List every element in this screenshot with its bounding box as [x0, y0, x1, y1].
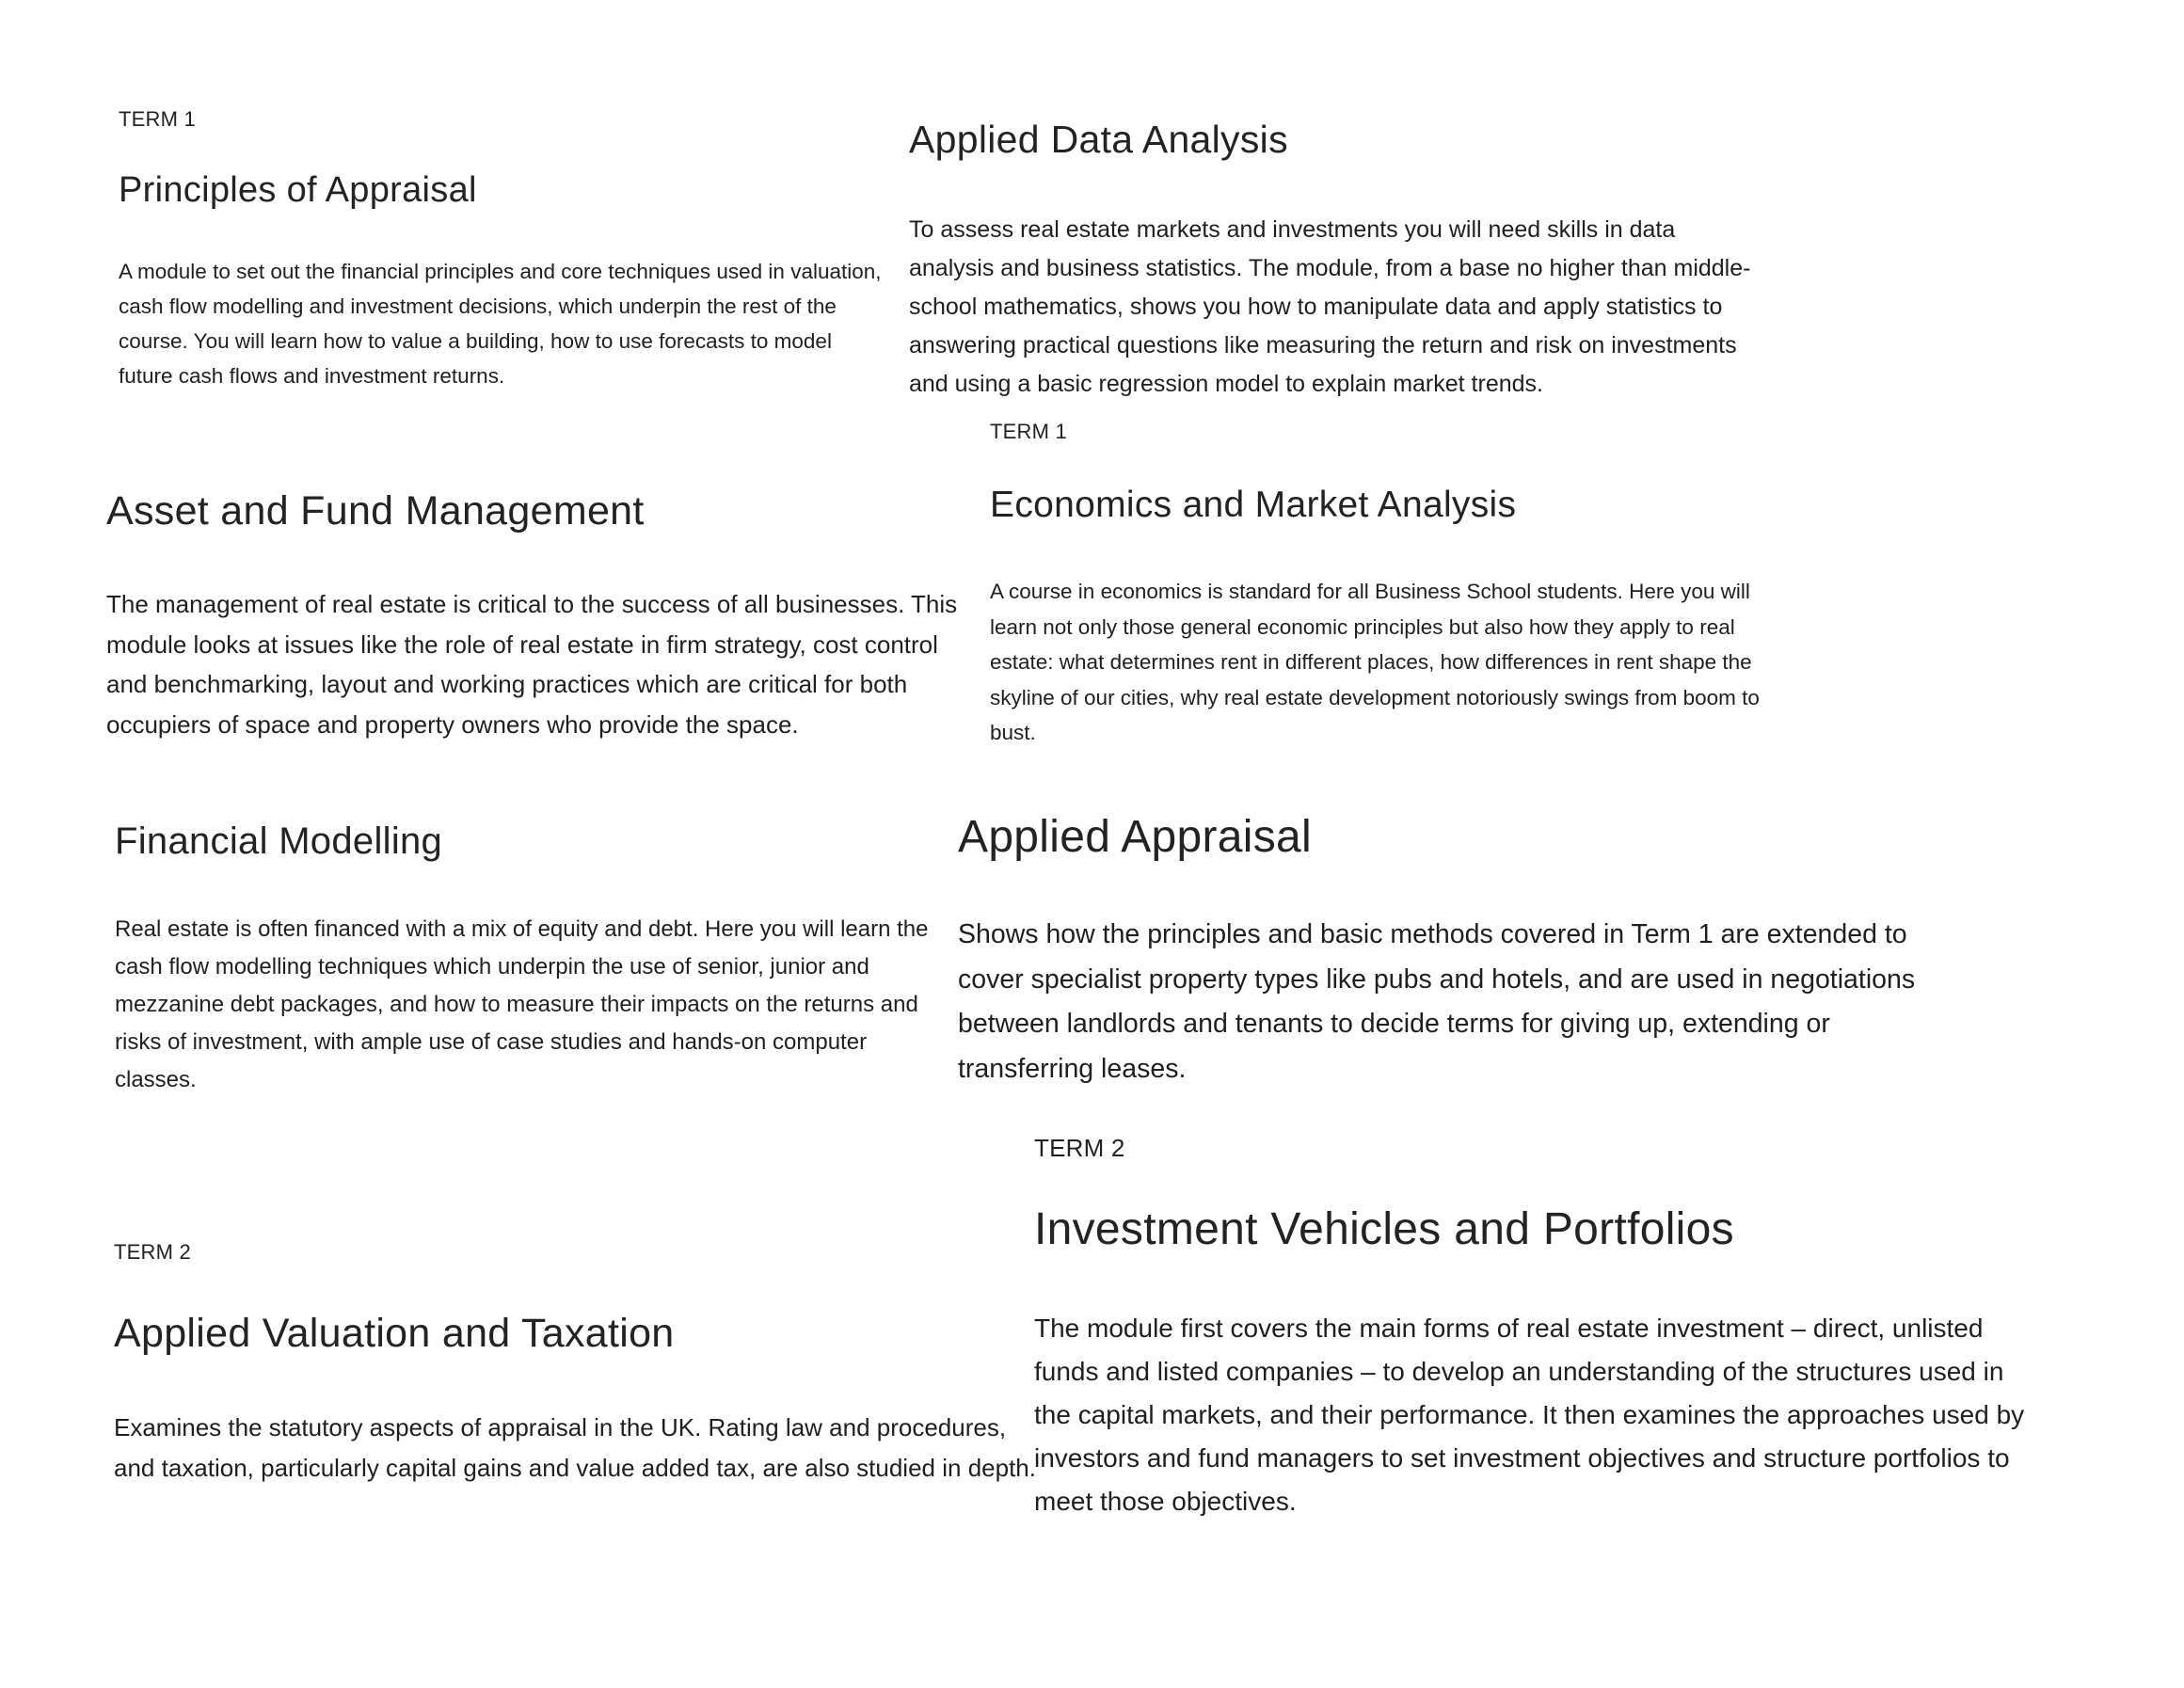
module-title: Investment Vehicles and Portfolios [1034, 1204, 1734, 1254]
module-principles-of-appraisal [119, 107, 890, 393]
module-description: Examines the statutory aspects of appraisal in the UK. Rating law and procedures, and taxation, particularly capital gains and value added tax, are also studied in depth. [114, 1413, 1036, 1482]
module-title: Applied Valuation and Taxation [114, 1311, 675, 1356]
module-applied-appraisal [958, 811, 1927, 1091]
module-description: The module first covers the main forms of real estate investment – direct, unlisted funds and listed companies – to develop an understanding of the structures used in the capital markets, and their performance. It then examines the approaches used by investors and fund managers to set investment objectives and structure portfolios to meet those objectives. [1034, 1314, 2025, 1516]
module-description: The management of real estate is critical to the success of all businesses. This module looks at issues like the role of real estate in firm strategy, cost control and benchmarking, layout and working practices which are critical for both occupiers of space and property owners who provide the space. [106, 590, 958, 739]
module-title: Financial Modelling [115, 820, 443, 862]
module-applied-data-analysis [909, 117, 1756, 404]
module-applied-valuation-and-taxation [114, 1240, 1036, 1488]
module-title: Applied Appraisal [958, 812, 1313, 862]
module-description: A course in economics is standard for all Business School students. Here you will learn not only those general economic principles but also how they apply to real estate: what determines rent in different places, how differences in rent shape the skyline of our cities, why real estate development notoriously swings from boom to bust. [990, 580, 1760, 744]
module-economics-and-market-analysis [990, 420, 1780, 751]
module-description: Real estate is often financed with a mix of equity and debt. Here you will learn the cash flow modelling techniques which underpin the use of senior, junior and mezzanine debt packages, and how to measure their impacts on the returns and risks of investment, with ample use of case studies and hands-on computer classes. [115, 916, 929, 1092]
module-description: A module to set out the financial principles and core techniques used in valuation, cash flow modelling and investment decisions, which underpin the rest of the course. You will learn how to value a building, how to use forecasts to model future cash flows and investment returns. [119, 260, 882, 388]
module-financial-modelling [115, 819, 943, 1099]
module-asset-and-fund-management [106, 486, 981, 744]
module-description: Shows how the principles and basic methods covered in Term 1 are extended to cover specialist property types like pubs and hotels, and are used in negotiations between landlords and tenants to decide terms for giving up, extending or transferring leases. [958, 919, 1916, 1084]
term-label: TERM 2 [1034, 1134, 1125, 1162]
module-title: Principles of Appraisal [119, 170, 477, 210]
term-label: TERM 1 [119, 107, 196, 131]
module-title: Applied Data Analysis [909, 118, 1288, 161]
module-description: To assess real estate markets and investments you will need skills in data analysis and business statistics. The module, from a base no higher than middle-school mathematics, shows you how to manipulate data and apply statistics to answering practical questions like measuring the return and risk on investments and using a basic regression model to explain market trends. [909, 216, 1751, 397]
term-label: TERM 1 [990, 420, 1067, 443]
term-label: TERM 2 [114, 1240, 191, 1264]
module-investment-vehicles-and-portfolios [1034, 1134, 2032, 1523]
module-title: Asset and Fund Management [106, 488, 645, 533]
module-title: Economics and Market Analysis [990, 485, 1517, 525]
